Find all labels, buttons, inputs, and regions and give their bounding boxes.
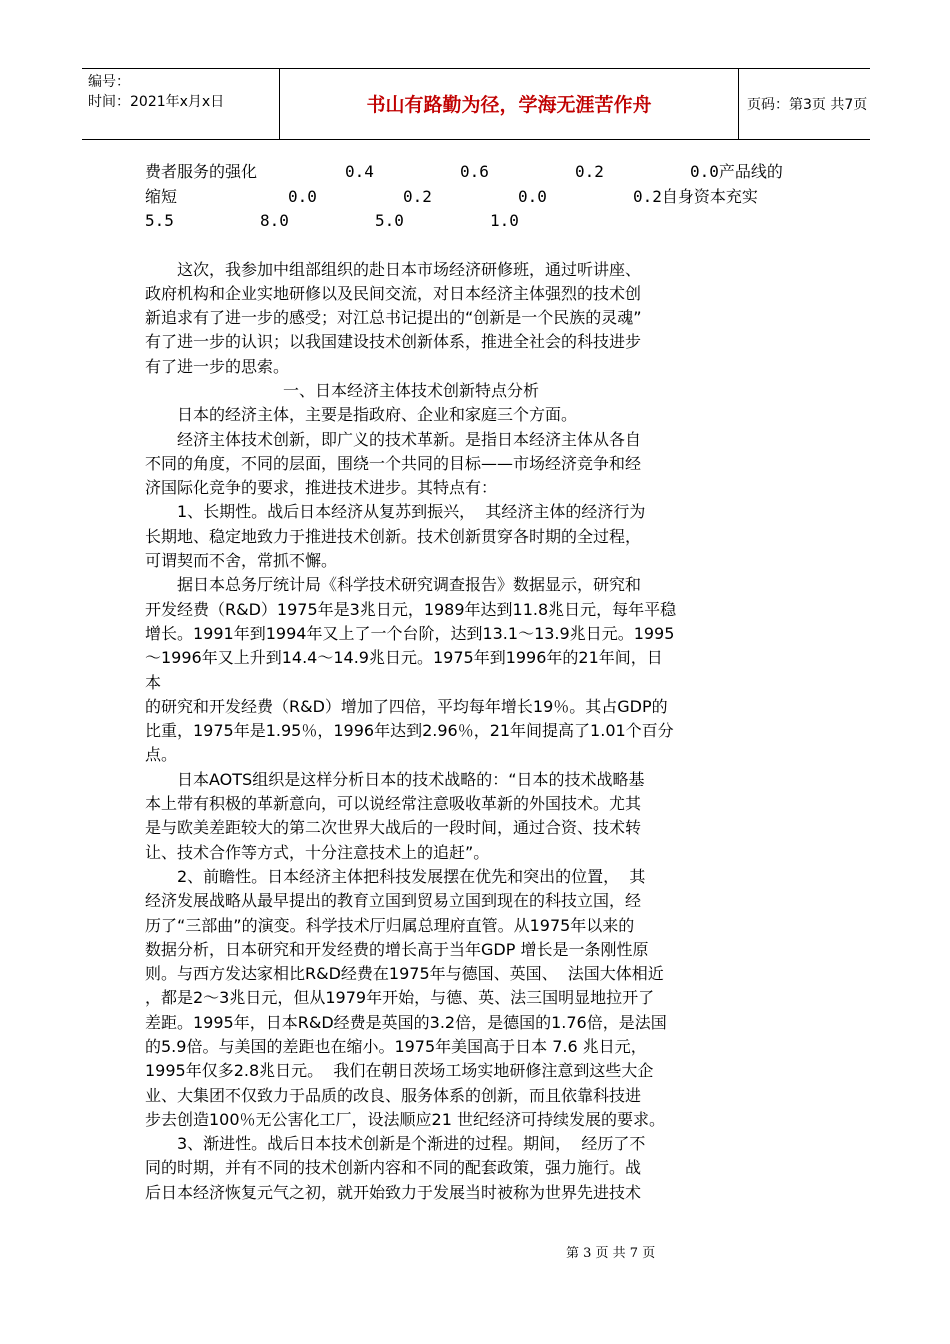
- page-footer: 第 3 页 共 7 页: [566, 1246, 656, 1261]
- number-label: 编号：: [88, 74, 130, 90]
- motto: 书山有路勤为径，学海无涯苦作舟: [366, 94, 652, 116]
- table-row: [145, 209, 815, 234]
- table-cell: 0.0: [518, 186, 547, 206]
- paragraph-line: 政府机构和企业实地研修以及民间交流，对日本经济主体强烈的技术创: [145, 283, 642, 303]
- table-cell: 0.6: [460, 162, 489, 181]
- paragraph-line: 让、技术合作等方式，十分注意技术上的追赶”。: [145, 842, 490, 862]
- table-cell: 0.0: [288, 186, 317, 206]
- paragraph-line: 长期地、稳定地致力于推进技术创新。技术创新贯穿各时期的全过程，: [145, 526, 642, 546]
- paragraph-line: 步去创造100％无公害化工厂，设法顺应21 世纪经济可持续发展的要求。: [145, 1109, 665, 1129]
- paragraph-line: 增长。1991年到1994年又上了一个台阶，达到13.1～13.9兆日元。1995: [145, 623, 675, 643]
- paragraph-line: 本上带有积极的革新意向，可以说经常注意吸收革新的外国技术。尤其: [145, 794, 642, 814]
- table-cell: 费者服务的强化: [145, 162, 258, 181]
- date-line: 时间：2021年x月x日: [88, 94, 225, 110]
- paragraph-line: 日本的经济主体，主要是指政府、企业和家庭三个方面。: [177, 405, 578, 425]
- paragraph-line: 本: [145, 672, 162, 692]
- paragraph-line: 的研究和开发经费（R&D）增加了四倍，平均每年增长19％。其占GDP的: [145, 696, 668, 716]
- paragraph-line: 比重，1975年是1.95％，1996年达到2.96％，21年间提高了1.01个百分: [145, 721, 674, 741]
- paragraph-line: 业、大集团不仅致力于品质的改良、服务体系的创新，而且依靠科技进: [145, 1085, 642, 1105]
- paragraph-line: 不同的角度，不同的层面，围绕一个共同的目标——市场经济竞争和经: [145, 453, 642, 473]
- paragraph-line: 可谓契而不舍，常抓不懈。: [145, 551, 338, 571]
- paragraph-line: 是与欧美差距较大的第二次世界大战后的一段时间，通过合资、技术转: [145, 818, 642, 838]
- table-cell: 1.0: [490, 211, 519, 230]
- spacer: [145, 234, 815, 258]
- paragraph-line: 经济发展战略从最早提出的教育立国到贸易立国到现在的科技立国，经: [145, 891, 642, 911]
- table-cell: 0.2: [575, 162, 604, 181]
- page-header: [82, 68, 870, 140]
- header-meta: [82, 69, 278, 139]
- paragraph-line: 据日本总务厅统计局《科学技术研究调查报告》数据显示，研究和: [177, 575, 642, 595]
- paragraph-line: 有了进一步的认识；以我国建设技术创新体系，推进全社会的科技进步: [145, 332, 642, 352]
- paragraph-line: 差距。1995年，日本R&D经费是英国的3.2倍，是德国的1.76倍，是法国: [145, 1012, 667, 1032]
- paragraph-line: 开发经费（R&D）1975年是3兆日元，1989年达到11.8兆日元，每年平稳: [145, 599, 677, 619]
- table-cell: 0.2自身资本充实: [633, 186, 758, 206]
- paragraph-line: 济国际化竞争的要求，推进技术进步。其特点有：: [145, 478, 498, 498]
- paragraph-line: 点。: [145, 745, 178, 765]
- paragraph-line: 数据分析，日本研究和开发经费的增长高于当年GDP 增长是一条刚性原: [145, 939, 649, 959]
- table-cell: 5.0: [375, 211, 404, 230]
- table-cell: 缩短: [145, 186, 178, 206]
- table-row: [145, 160, 815, 185]
- paragraph-line: 有了进一步的思索。: [145, 356, 290, 376]
- paragraph-line: 则。与西方发达家相比R&D经费在1975年与德国、英国、 法国大体相近: [145, 964, 664, 984]
- paragraph-line: 1、长期性。战后日本经济从复苏到振兴， 其经济主体的经济行为: [177, 502, 646, 522]
- table-row: [145, 185, 815, 210]
- table-cell: 0.0产品线的: [690, 162, 783, 181]
- paragraph-line: 同的时期，并有不同的技术创新内容和不同的配套政策，强力施行。战: [145, 1158, 642, 1178]
- document-body: [145, 160, 815, 1205]
- paragraph-line: 日本AOTS组织是这样分析日本的技术战略的：“日本的技术战略基: [177, 769, 645, 789]
- paragraph-line: 2、前瞻性。日本经济主体把科技发展摆在优先和突出的位置， 其: [177, 866, 646, 886]
- section-heading: 一、日本经济主体技术创新特点分析: [283, 380, 540, 400]
- table-cell: 0.4: [345, 162, 374, 181]
- paragraph-line: 经济主体技术创新，即广义的技术革新。是指日本经济主体从各自: [177, 429, 642, 449]
- paragraph-line: 历了“三部曲”的演变。科学技术厅归属总理府直管。从1975年以来的: [145, 915, 635, 935]
- table-cell: 8.0: [260, 211, 289, 230]
- paragraph-line: 这次，我参加中组部组织的赴日本市场经济研修班，通过听讲座、: [177, 259, 642, 279]
- paragraph-line: 新追求有了进一步的感受；对江总书记提出的“创新是一个民族的灵魂”: [145, 308, 642, 328]
- paragraph-line: ～1996年又上升到14.4～14.9兆日元。1975年到1996年的21年间，日: [145, 648, 663, 668]
- paragraph-line: 3、渐进性。战后日本技术创新是个渐进的过程。期间， 经历了不: [177, 1134, 646, 1154]
- table-cell: 0.2: [403, 186, 432, 206]
- paragraph-line: 1995年仅多2.8兆日元。 我们在朝日茨场工场实地研修注意到这些大企: [145, 1061, 654, 1081]
- paragraph-line: ，都是2～3兆日元，但从1979年开始，与德、英、法三国明显地拉开了: [145, 988, 655, 1008]
- table-cell: 5.5: [145, 211, 174, 230]
- header-motto-cell: [279, 69, 739, 139]
- paragraph-line: 的5.9倍。与美国的差距也在缩小。1975年美国高于日本 7.6 兆日元，: [145, 1037, 647, 1056]
- page-info: 页码：第3页 共7页: [747, 97, 868, 113]
- paragraph-line: 后日本经济恢复元气之初，就开始致力于发展当时被称为世界先进技术: [145, 1182, 642, 1202]
